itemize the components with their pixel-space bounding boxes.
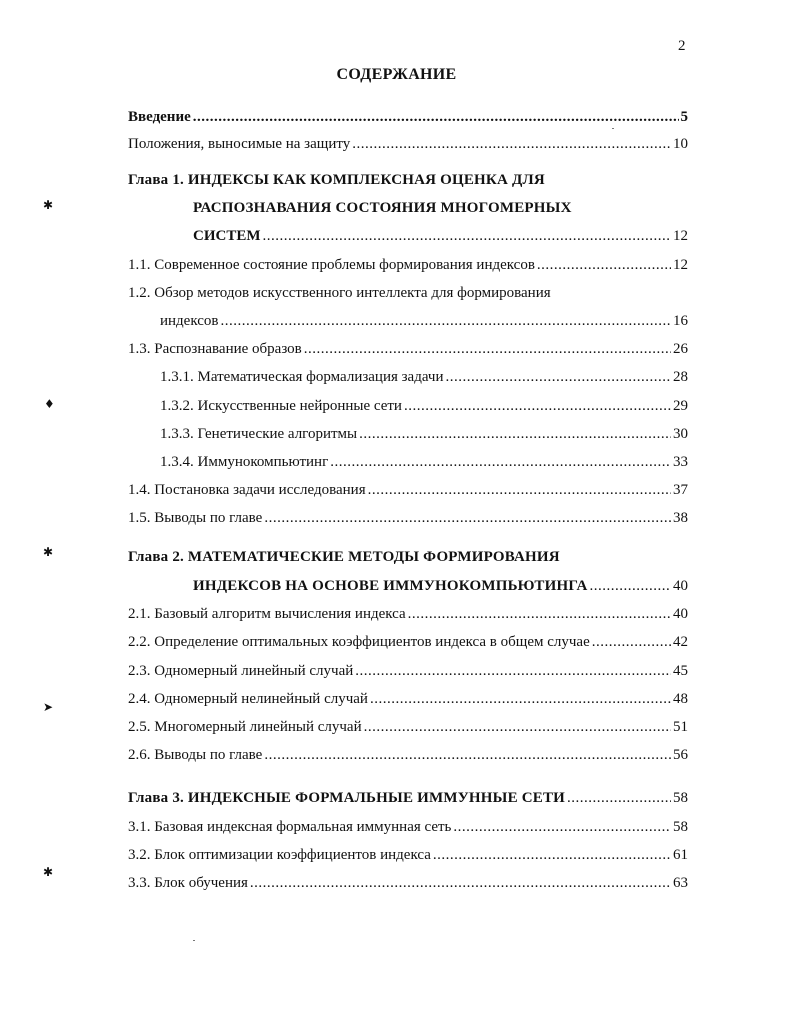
toc-entry-label: 2.1. Базовый алгоритм вычисления индекса [128, 606, 406, 622]
toc-entry-page: 28 [673, 369, 688, 385]
toc-entry-chapter-1[interactable] [193, 227, 688, 245]
dot-leader [537, 256, 671, 274]
toc-entry-chapter-2[interactable] [193, 577, 688, 595]
toc-entry-page: 48 [673, 691, 688, 707]
page-number: 2 [678, 38, 686, 54]
toc-entry-2-5[interactable] [128, 718, 688, 736]
toc-entry-1-2[interactable] [160, 312, 688, 330]
toc-entry-label: 2.4. Одномерный нелинейный случай [128, 691, 368, 707]
dot-leader [364, 718, 671, 736]
dot-leader [368, 481, 671, 499]
dot-leader [304, 340, 671, 358]
toc-entry-intro[interactable] [128, 108, 688, 126]
chapter-2-heading-line1[interactable]: Глава 2. МАТЕМАТИЧЕСКИЕ МЕТОДЫ ФОРМИРОВАНИЯ [128, 549, 560, 565]
toc-entry-2-4[interactable] [128, 690, 688, 708]
toc-entry-page: 29 [673, 398, 688, 414]
toc-entry-page: 51 [673, 719, 688, 735]
toc-entry-1-5[interactable] [128, 509, 688, 527]
dot-leader [567, 789, 671, 807]
toc-entry-1-1[interactable] [128, 256, 688, 274]
toc-entry-page: 5 [680, 109, 688, 125]
toc-entry-page: 40 [673, 578, 688, 594]
chapter-2-heading-line2: ИНДЕКСОВ НА ОСНОВЕ ИММУНОКОМПЬЮТИНГА [193, 578, 588, 594]
margin-mark-icon: ♦ [44, 397, 55, 411]
toc-entry-page: 10 [673, 136, 688, 152]
dot-leader [592, 633, 671, 651]
toc-entry-defense[interactable] [128, 135, 688, 153]
toc-entry-2-3[interactable] [128, 662, 688, 680]
toc-entry-label: Положения, выносимые на защиту [128, 136, 351, 152]
toc-entry-page: 38 [673, 510, 688, 526]
toc-entry-1-3-3[interactable] [160, 425, 688, 443]
dot-leader [404, 397, 671, 415]
toc-entry-page: 42 [673, 634, 688, 650]
dot-leader [221, 312, 672, 330]
dot-leader [193, 108, 679, 126]
dot-leader [589, 577, 671, 595]
toc-entry-label: 1.4. Постановка задачи исследования [128, 482, 366, 498]
chapter-3-heading: Глава 3. ИНДЕКСНЫЕ ФОРМАЛЬНЫЕ ИММУННЫЕ СЕТИ [128, 790, 566, 806]
toc-entry-page: 56 [673, 747, 688, 763]
chapter-1-heading-line2[interactable]: РАСПОЗНАВАНИЯ СОСТОЯНИЯ МНОГОМЕРНЫХ [193, 200, 572, 216]
toc-entry-page: 16 [673, 313, 688, 329]
toc-entry-page: 61 [673, 847, 688, 863]
toc-entry-label: индексов [160, 313, 219, 329]
toc-entry-page: 58 [673, 790, 688, 806]
toc-entry-label: 2.5. Многомерный линейный случай [128, 719, 362, 735]
toc-entry-page: 63 [673, 875, 688, 891]
dot-leader [352, 135, 671, 153]
toc-entry-1-3-2[interactable] [160, 397, 688, 415]
toc-title: СОДЕРЖАНИЕ [336, 66, 457, 83]
toc-entry-1-3-4[interactable] [160, 453, 688, 471]
dot-leader [370, 690, 671, 708]
margin-mark-icon: ✱ [43, 198, 54, 212]
toc-entry-page: 30 [673, 426, 688, 442]
chapter-1-heading-line3: СИСТЕМ [193, 228, 261, 244]
toc-entry-page: 58 [673, 819, 688, 835]
toc-entry-page: 26 [673, 341, 688, 357]
chapter-1-heading-line1[interactable]: Глава 1. ИНДЕКСЫ КАК КОМПЛЕКСНАЯ ОЦЕНКА ДЛЯ [128, 172, 545, 188]
toc-entry-3-2[interactable] [128, 846, 688, 864]
toc-entry-page: 37 [673, 482, 688, 498]
dot-leader [359, 425, 671, 443]
dot-leader [445, 368, 671, 386]
toc-entry-1-2-line1[interactable]: 1.2. Обзор методов искусственного интеллекта для формирования [128, 285, 551, 301]
toc-entry-2-2[interactable] [128, 633, 688, 651]
toc-entry-3-3[interactable] [128, 874, 688, 892]
dot-leader [355, 662, 671, 680]
toc-entry-label: 2.6. Выводы по главе [128, 747, 263, 763]
toc-entry-label: 1.3. Распознавание образов [128, 341, 302, 357]
toc-entry-2-1[interactable] [128, 605, 688, 623]
toc-entry-page: 12 [673, 228, 688, 244]
scan-speck [193, 940, 195, 941]
dot-leader [263, 227, 672, 245]
toc-entry-page: 33 [673, 454, 688, 470]
scan-speck [612, 128, 614, 129]
toc-entry-label: 3.3. Блок обучения [128, 875, 248, 891]
toc-entry-label: 1.3.2. Искусственные нейронные сети [160, 398, 402, 414]
toc-entry-1-4[interactable] [128, 481, 688, 499]
dot-leader [250, 874, 671, 892]
dot-leader [408, 605, 671, 623]
toc-entry-2-6[interactable] [128, 746, 688, 764]
toc-entry-chapter-3[interactable] [128, 789, 688, 807]
toc-entry-page: 40 [673, 606, 688, 622]
toc-entry-label: 1.3.4. Иммунокомпьютинг [160, 454, 329, 470]
margin-mark-icon: ➤ [43, 700, 54, 714]
toc-entry-label: 2.2. Определение оптимальных коэффициентов индекса в общем случае [128, 634, 590, 650]
toc-entry-1-3[interactable] [128, 340, 688, 358]
toc-entry-label: Введение [128, 109, 191, 125]
dot-leader [264, 509, 671, 527]
toc-entry-page: 12 [673, 257, 688, 273]
toc-entry-label: 1.3.1. Математическая формализация задачи [160, 369, 444, 385]
toc-entry-3-1[interactable] [128, 818, 688, 836]
toc-entry-label: 2.3. Одномерный линейный случай [128, 663, 354, 679]
margin-mark-icon: ✱ [43, 545, 54, 559]
toc-entry-label: 3.1. Базовая индексная формальная иммунная сеть [128, 819, 452, 835]
toc-entry-label: 1.5. Выводы по главе [128, 510, 263, 526]
toc-entry-page: 45 [673, 663, 688, 679]
dot-leader [453, 818, 671, 836]
dot-leader [433, 846, 671, 864]
toc-entry-label: 1.1. Современное состояние проблемы формирования индексов [128, 257, 535, 273]
dot-leader [330, 453, 671, 471]
toc-entry-label: 3.2. Блок оптимизации коэффициентов индекса [128, 847, 431, 863]
toc-entry-1-3-1[interactable] [160, 368, 688, 386]
dot-leader [264, 746, 671, 764]
toc-entry-label: 1.3.3. Генетические алгоритмы [160, 426, 358, 442]
margin-mark-icon: ✱ [43, 865, 54, 879]
